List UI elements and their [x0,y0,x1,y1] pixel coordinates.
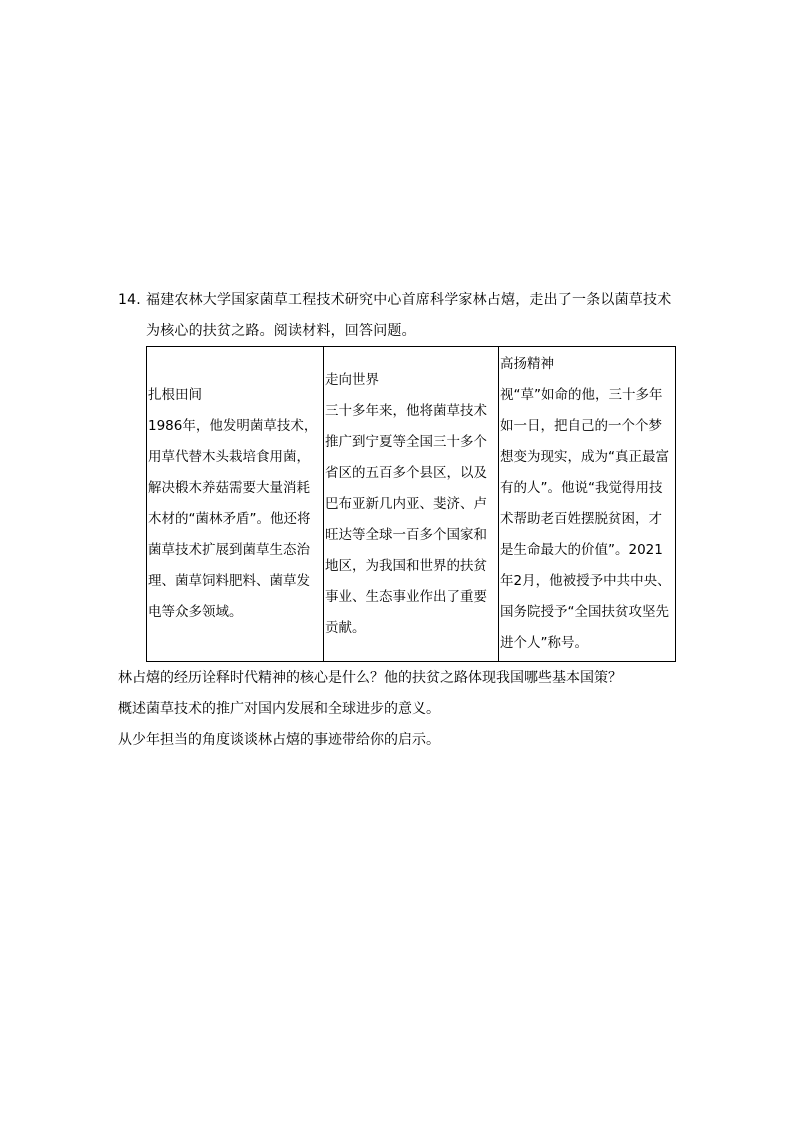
material-heading-3: 高扬精神 [500,356,554,372]
question-stem-line-2: 为核心的扶贫之路。阅读材料，回答问题。 [146,323,416,339]
material-text-3: 视“草”如命的他，三十多年如一日，把自己的一个个梦想变为现实，成为“真正最富有的人”。他说“我觉得用技术帮助老百姓摆脱贫困，才是生命最大的价值”。2021年2月，他被授予中共中央、国务院授予“全国扶贫攻坚先进个人”称号。 [500,387,671,651]
material-heading-2: 走向世界 [325,371,379,388]
material-table-row [147,347,676,662]
sub-question-2: 概述菌草技术的推广对国内发展和全球进步的意义。 [118,701,440,717]
material-text-2: 三十多年来，他将菌草技术推广到宁夏等全国三十多个省区的五百多个县区，以及巴布亚新几内亚、斐济、卢旺达等全球一百多个国家和地区，为我国和世界的扶贫事业、生态事业作出了重要贡献。 [325,402,487,636]
material-cell-1 [147,347,324,662]
material-cell-2 [324,347,499,662]
question-stem-line-1 [118,290,671,310]
question-stem-text-1: 福建农林大学国家菌草工程技术研究中心首席科学家林占熺，走出了一条以菌草技术 [146,292,672,308]
material-cell-3 [499,347,676,662]
sub-question-1: 林占熺的经历诠释时代精神的核心是什么？他的扶贫之路体现我国哪些基本国策？ [118,670,622,686]
sub-question-3: 从少年担当的角度谈谈林占熺的事迹带给你的启示。 [118,732,440,748]
material-heading-1: 扎根田间 [148,387,202,403]
question-number: 14. [118,292,141,308]
material-text-1: 1986年，他发明菌草技术，用草代替木头栽培食用菌，解决椴木养菇需要大量消耗木材的“菌林矛盾”。他还将菌草技术扩展到菌草生态治理、菌草饲料肥料、菌草发电等众多领域。 [148,418,318,620]
material-table [146,346,676,662]
